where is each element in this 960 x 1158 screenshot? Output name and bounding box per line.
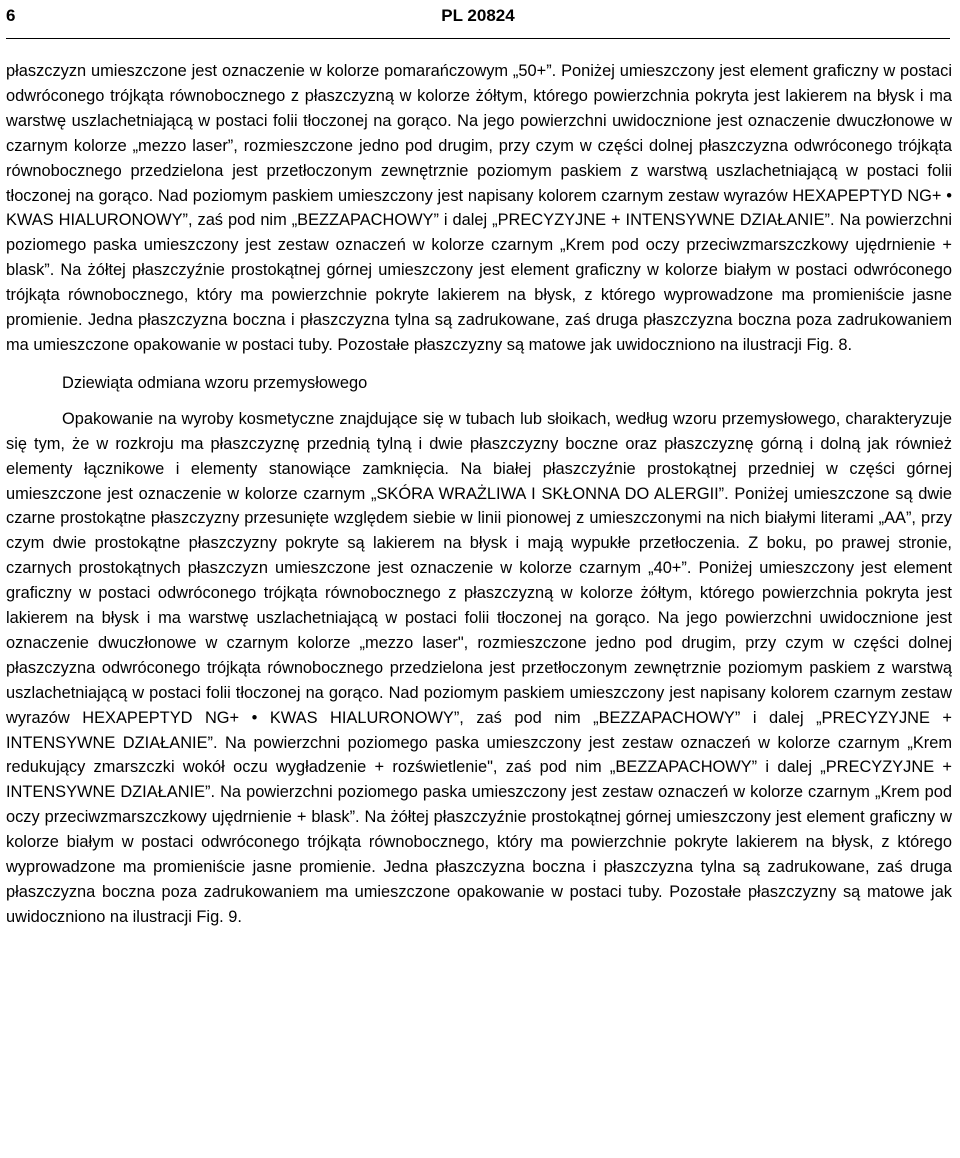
page-body bbox=[6, 59, 952, 930]
section-heading: Dziewiąta odmiana wzoru przemysłowego bbox=[62, 373, 368, 392]
page-header bbox=[6, 0, 950, 39]
paragraph-description: Opakowanie na wyroby kosmetyczne znajdujące się w tubach lub słoikach, według wzoru przemysłowego, charakteryzuje się tym, że w rozkroju ma płaszczyznę przednią tylną i dwie płaszczyzny boczne oraz płaszczyznę górną i dolną jak również elementy łącznikowe i elementy stanowiące zamknięcia. Na białej płaszczyźnie prostokątnej przedniej w części górnej umieszczone jest oznaczenie w kolorze czarnym „SKÓRA WRAŻLIWA I SKŁONNA DO ALERGII”. Poniżej umieszczone są dwie czarne prostokątne płaszczyzny przesunięte względem siebie w linii pionowej z umieszczonymi na nich białymi literami „AA”, przy czym dwie prostokątne płaszczyzny pokryte są lakierem na błysk i mają wypukłe przetłoczenia. Z boku, po prawej stronie, czarnych prostokątnych płaszczyzn umieszczone jest oznaczenie w kolorze czarnym „40+”. Poniżej umieszczony jest element graficzny w postaci odwróconego trójkąta równobocznego z płaszczyzną w kolorze żółtym, którego powierzchnia pokryta jest lakierem na błysk i ma warstwę uszlachetniającą w postaci folii tłoczonej na gorąco. Na jego powierzchni uwidocznione jest oznaczenie dwuczłonowe w czarnym kolorze „mezzo laser", rozmieszczone jedno pod drugim, przy czym w części dolnej płaszczyzna odwróconego trójkąta równobocznego przedzielona jest przetłoczonym zewnętrznie poziomym paskiem z warstwą uszlachetniającą w postaci folii tłoczonej na gorąco. Nad poziomym paskiem umieszczony jest napisany kolorem czarnym zestaw wyrazów HEXAPEPTYD NG+ • KWAS HIALURONOWY”, zaś pod nim „BEZZAPACHOWY” i dalej „PRECYZYJNE + INTENSYWNE DZIAŁANIE”. Na powierzchni poziomego paska umieszczony jest zestaw oznaczeń w kolorze czarnym „Krem redukujący zmarszczki wokół oczu wygładzenie + rozświetlenie", zaś pod nim „BEZZAPACHOWY” i dalej „PRECYZYJNE + INTENSYWNE DZIAŁANIE”. Na powierzchni poziomego paska umieszczony jest zestaw oznaczeń w kolorze czarnym „Krem pod oczy przeciwzmarszczkowy ujędrnienie + blask”. Na żółtej płaszczyźnie prostokątnej górnej umieszczony jest element graficzny w kolorze białym w postaci odwróconego trójkąta równobocznego, który ma powierzchnie pokryte lakierem na błysk, z którego wyprowadzone ma promieniście jasne promienie. Jedna płaszczyzna boczna i płaszczyzna tylna są zadrukowane, zaś druga płaszczyzna boczna poza zadrukowaniem ma umieszczone opakowanie w postaci tuby. Pozostałe płaszczyzny są matowe jak uwidoczniono na ilustracji Fig. 9. bbox=[6, 409, 952, 926]
document-number: PL 20824 bbox=[441, 6, 515, 25]
page-number: 6 bbox=[6, 6, 16, 25]
paragraph-continuation: płaszczyzn umieszczone jest oznaczenie w kolorze pomarańczowym „50+”. Poniżej umieszczony jest element graficzny w postaci odwróconego trójkąta równobocznego z płaszczyzną w kolorze żółtym, którego powierzchnia pokryta jest lakierem na błysk i ma warstwę uszlachetniającą w postaci folii tłoczonej na gorąco. Na jego powierzchni uwidocznione jest oznaczenie dwuczłonowe w czarnym kolorze „mezzo laser”, rozmieszczone jedno pod drugim, przy czym w części dolnej płaszczyzna odwróconego trójkąta równobocznego przedzielona jest przetłoczonym zewnętrznie poziomym paskiem z warstwą uszlachetniającą w postaci folii tłoczonej na gorąco. Nad poziomym paskiem umieszczony jest napisany kolorem czarnym zestaw wyrazów HEXAPEPTYD NG+ • KWAS HIALURONOWY”, zaś pod nim „BEZZAPACHOWY” i dalej „PRECYZYJNE + INTENSYWNE DZIAŁANIE”. Na powierzchni poziomego paska umieszczony jest zestaw oznaczeń w kolorze czarnym „Krem pod oczy przeciwzmarszczkowy ujędrnienie + blask”. Na żółtej płaszczyźnie prostokątnej górnej umieszczony jest element graficzny w kolorze białym w postaci odwróconego trójkąta równobocznego, który ma powierzchnie pokryte lakierem na błysk, z którego wyprowadzone ma promieniście jasne promienie. Jedna płaszczyzna boczna i płaszczyzna tylna są zadrukowane, zaś druga płaszczyzna boczna poza zadrukowaniem ma umieszczone opakowanie w postaci tuby. Pozostałe płaszczyzny są matowe jak uwidoczniono na ilustracji Fig. 8. bbox=[6, 62, 952, 354]
